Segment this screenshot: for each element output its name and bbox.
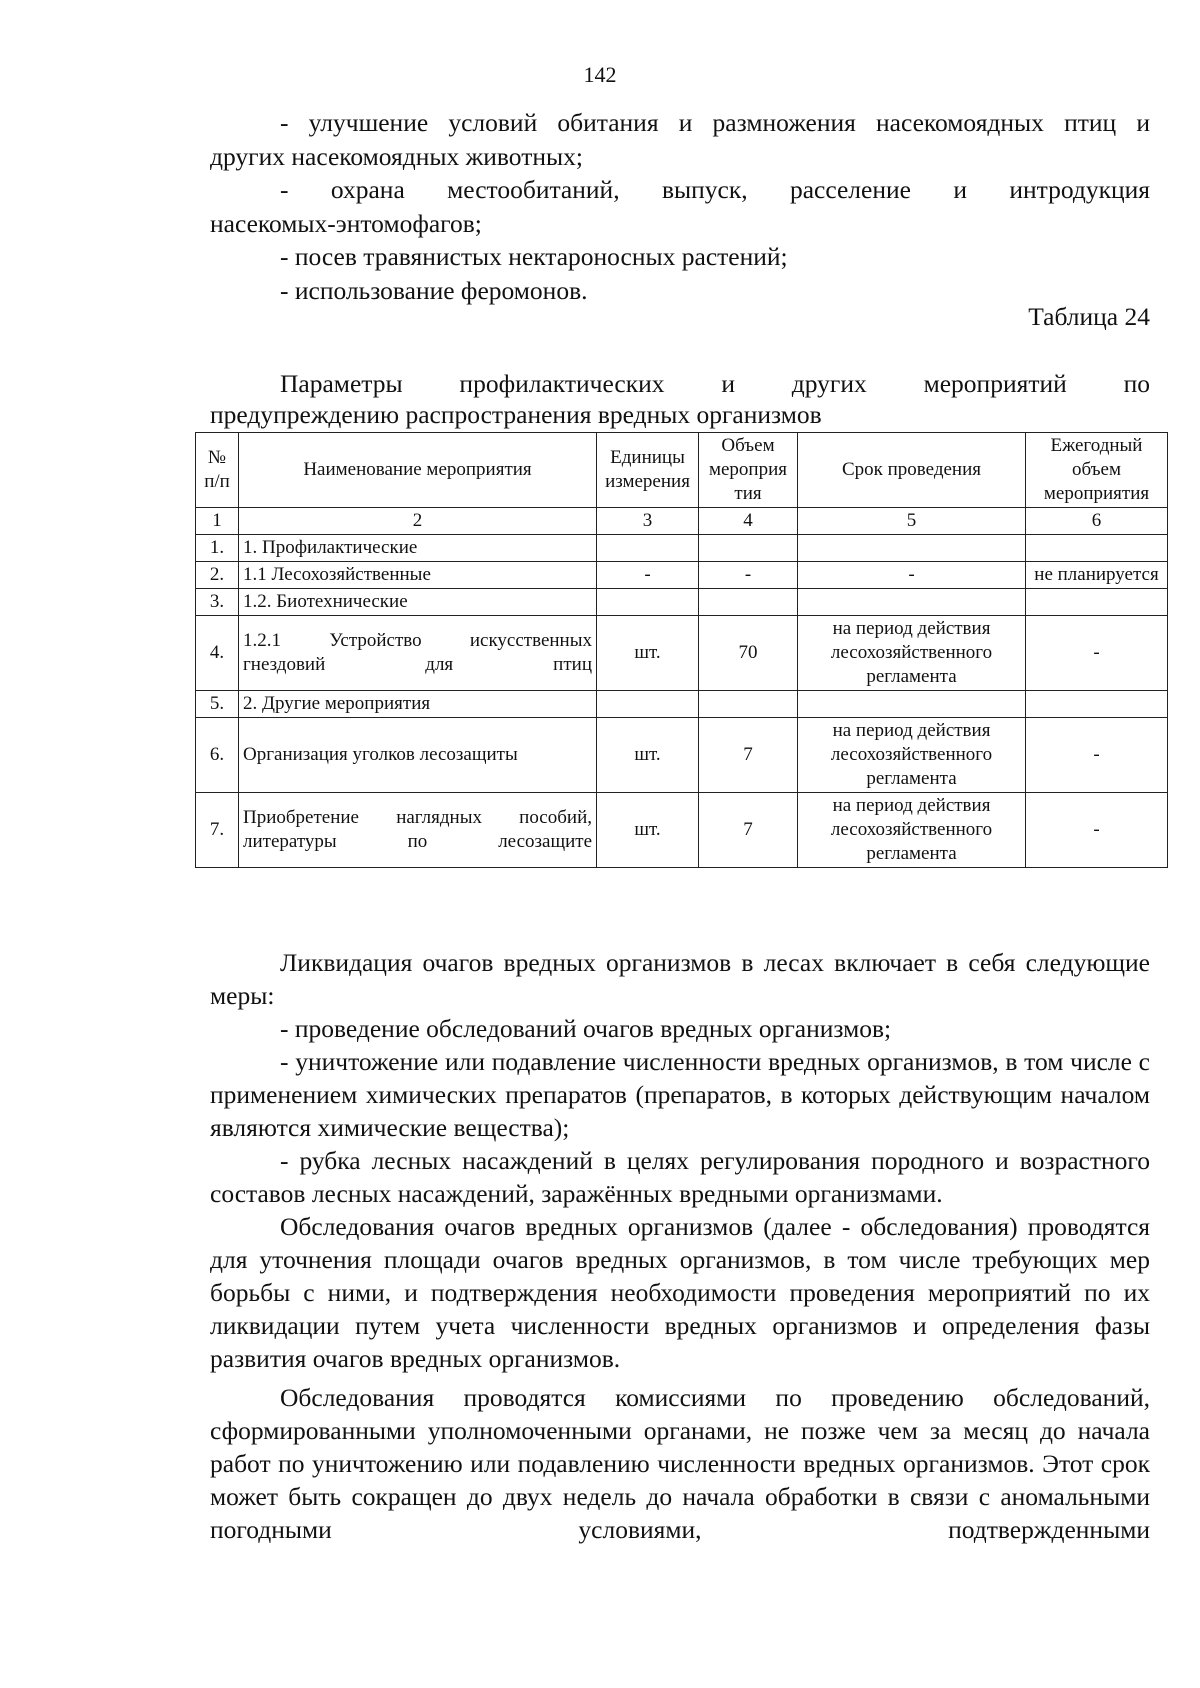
row-number: 1.: [196, 535, 239, 562]
column-number: 5: [798, 508, 1026, 535]
paragraph: Обследования проводятся комиссиями по проведению обследований, сформированными уполномоченными органами, не позже чем за месяц до начала работ по уничтожению или подавлению численности вредных организмов. Этот срок может быть сокращен до двух недель до начала обработки в связи с аномальными погодными условиями, подтвержденными: [210, 1383, 1150, 1544]
measure-period: [798, 691, 1026, 718]
page-number: 142: [583, 62, 617, 87]
measure-name: 2. Другие мероприятия: [239, 691, 597, 718]
measure-unit: -: [597, 562, 699, 589]
measure-unit: [597, 691, 699, 718]
column-number-row: [196, 508, 1168, 535]
column-number: 3: [597, 508, 699, 535]
paragraph: - уничтожение или подавление численности вредных организмов, в том числе с применением химических препаратов (препаратов, в которых действующим началом являются химические вещества);: [210, 1047, 1150, 1142]
measure-volume: -: [699, 562, 798, 589]
measure-annual: -: [1026, 616, 1168, 691]
column-number: 2: [239, 508, 597, 535]
measure-period: на период действия лесохозяйственного регламента: [798, 793, 1026, 868]
row-number: 5.: [196, 691, 239, 718]
header-cell: № п/п: [196, 433, 239, 508]
measure-volume: [699, 535, 798, 562]
table-row: [196, 589, 1168, 616]
measure-period: [798, 535, 1026, 562]
measure-name: 1. Профилактические: [239, 535, 597, 562]
paragraph: - проведение обследований очагов вредных организмов;: [280, 1014, 892, 1043]
measure-name: 1.1 Лесохозяйственные: [239, 562, 597, 589]
measure-annual: -: [1026, 718, 1168, 793]
intro-item: насекомых-энтомофагов;: [210, 208, 482, 238]
paragraph: Ликвидация очагов вредных организмов в лесах включает в себя следующие меры:: [210, 948, 1150, 1010]
intro-item: других насекомоядных животных;: [210, 141, 583, 171]
measure-annual: [1026, 691, 1168, 718]
measure-name: 1.2.1 Устройство искусственных гнездовий для птиц: [239, 616, 597, 691]
column-number: 6: [1026, 508, 1168, 535]
table-row: [196, 562, 1168, 589]
measure-annual: -: [1026, 793, 1168, 868]
measure-annual: не планируется: [1026, 562, 1168, 589]
table-row: [196, 616, 1168, 691]
measure-period: на период действия лесохозяйственного регламента: [798, 718, 1026, 793]
measure-unit: шт.: [597, 793, 699, 868]
measure-unit: шт.: [597, 718, 699, 793]
measure-name: Приобретение наглядных пособий, литературы по лесозащите: [239, 793, 597, 868]
table-title-line: предупреждению распространения вредных организмов: [210, 400, 822, 429]
measure-name: Организация уголков лесозащиты: [239, 718, 597, 793]
header-cell: Объем мероприя тия: [699, 433, 798, 508]
intro-list: [210, 106, 1150, 307]
row-number: 4.: [196, 616, 239, 691]
measures-table: [195, 432, 1168, 868]
table-row: [196, 718, 1168, 793]
row-number: 2.: [196, 562, 239, 589]
column-number: 1: [196, 508, 239, 535]
table-row: [196, 691, 1168, 718]
measure-period: [798, 589, 1026, 616]
measure-period: на период действия лесохозяйственного регламента: [798, 616, 1026, 691]
intro-item: - улучшение условий обитания и размножения насекомоядных птиц и: [280, 108, 1150, 137]
measure-volume: 7: [699, 793, 798, 868]
header-cell: Наименование мероприятия: [239, 433, 597, 508]
measure-volume: 70: [699, 616, 798, 691]
intro-item: - посев травянистых нектароносных растений;: [280, 242, 788, 271]
measure-name: 1.2. Биотехнические: [239, 589, 597, 616]
measure-volume: 7: [699, 718, 798, 793]
paragraph: Обследования очагов вредных организмов (далее - обследования) проводятся для уточнения площади очагов вредных организмов, в том числе требующих мер борьбы с ними, и подтверждения необходимости проведения мероприятий по их ликвидации путем учета численности вредных организмов и определения фазы развития очагов вредных организмов.: [210, 1212, 1150, 1373]
measure-unit: [597, 589, 699, 616]
measure-volume: [699, 691, 798, 718]
measure-period: -: [798, 562, 1026, 589]
table-label: Таблица 24: [1028, 302, 1150, 331]
paragraph: - рубка лесных насаждений в целях регулирования породного и возрастного составов лесных насаждений, заражённых вредными организмами.: [210, 1146, 1150, 1208]
body-text: [210, 946, 1150, 1546]
header-cell: Единицы измерения: [597, 433, 699, 508]
row-number: 3.: [196, 589, 239, 616]
measure-volume: [699, 589, 798, 616]
table-row: [196, 793, 1168, 868]
table-header-row: [196, 433, 1168, 508]
measure-unit: шт.: [597, 616, 699, 691]
intro-item: - охрана местообитаний, выпуск, расселение и интродукция: [280, 175, 1150, 204]
intro-item: - использование феромонов.: [280, 275, 588, 305]
row-number: 7.: [196, 793, 239, 868]
table-title: [210, 368, 1150, 430]
measure-annual: [1026, 535, 1168, 562]
header-cell: Срок проведения: [798, 433, 1026, 508]
column-number: 4: [699, 508, 798, 535]
table-row: [196, 535, 1168, 562]
table-title-line: Параметры профилактических и других мероприятий по: [280, 369, 1150, 398]
measure-unit: [597, 535, 699, 562]
header-cell: Ежегодный объем мероприятия: [1026, 433, 1168, 508]
measure-annual: [1026, 589, 1168, 616]
row-number: 6.: [196, 718, 239, 793]
